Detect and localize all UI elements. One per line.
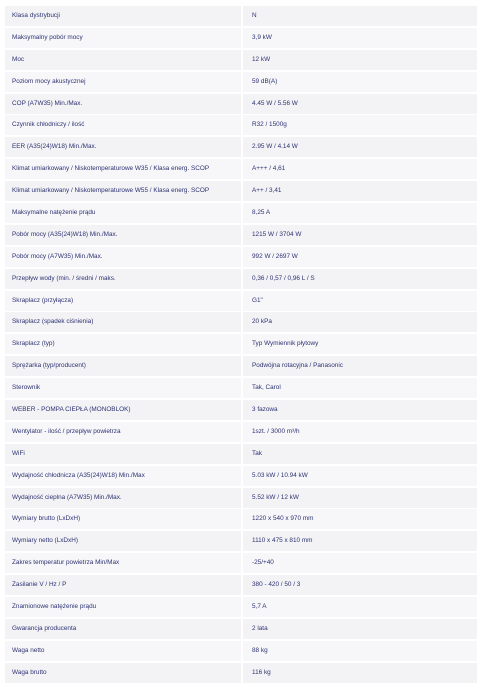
spec-row xyxy=(5,575,477,595)
spec-value: R32 / 1500g xyxy=(252,121,287,129)
spec-label: Znamionowe natężenie prądu xyxy=(12,603,97,611)
spec-label: Czynnik chłodniczy / ilość xyxy=(12,121,85,129)
spec-row xyxy=(5,50,477,70)
spec-value: 3 fazowa xyxy=(252,406,278,414)
spec-row xyxy=(5,159,477,179)
spec-row xyxy=(5,378,477,398)
spec-value: 0,36 / 0,57 / 0,96 L / S xyxy=(252,274,315,282)
spec-row xyxy=(5,312,477,332)
spec-row xyxy=(5,663,477,683)
spec-value: 20 kPa xyxy=(252,318,272,326)
spec-label: EER (A35(24)W18) Min./Max. xyxy=(12,143,97,151)
spec-label: Gwarancja producenta xyxy=(12,624,77,632)
spec-value: Typ Wymiennik płytowy xyxy=(252,340,319,348)
spec-label: Klimat umiarkowany / Niskotemperaturowe W35 / Klasa energ. SCOP xyxy=(12,165,210,173)
spec-label: Przepływ wody (min. / średni / maks. xyxy=(12,274,116,282)
spec-label: Sprężarka (typ/producent) xyxy=(12,362,86,370)
spec-value: 1110 x 475 x 810 mm xyxy=(252,537,313,545)
spec-label: Sterownik xyxy=(12,384,41,392)
spec-label: Pobór mocy (A35(24)W18) Min./Max. xyxy=(12,230,118,238)
spec-label: Wymiary netto (LxDxH) xyxy=(12,537,78,545)
spec-label: Skraplacz (typ) xyxy=(12,340,55,348)
spec-label: COP (A7W35) Min./Max. xyxy=(12,99,83,107)
spec-row xyxy=(5,269,477,289)
spec-row xyxy=(5,597,477,617)
spec-value: 88 kg xyxy=(252,646,268,654)
spec-value: 116 kg xyxy=(252,668,271,676)
spec-value: 5.03 kW / 10.94 kW xyxy=(252,471,308,479)
spec-value: 1220 x 540 x 970 mm xyxy=(252,515,314,523)
spec-label: Poziom mocy akustycznej xyxy=(12,77,86,85)
spec-row xyxy=(5,531,477,551)
spec-row xyxy=(5,488,477,508)
spec-value: 5.52 kW / 12 kW xyxy=(252,493,299,501)
spec-value: Tak xyxy=(252,449,262,457)
spec-label: Skraplacz (spadek ciśnienia) xyxy=(12,318,94,326)
spec-row xyxy=(5,247,477,267)
spec-row xyxy=(5,225,477,245)
spec-row xyxy=(5,115,477,135)
spec-value: Podwójna rotacyjna / Panasonic xyxy=(252,362,343,370)
spec-value: 2 lata xyxy=(252,624,268,632)
spec-value: 1215 W / 3704 W xyxy=(252,230,302,238)
spec-row xyxy=(5,619,477,639)
spec-value: -25/+40 xyxy=(252,559,274,567)
spec-label: Klimat umiarkowany / Niskotemperaturowe W55 / Klasa energ. SCOP xyxy=(12,187,210,195)
spec-value: 1szt. / 3000 m³/h xyxy=(252,427,300,435)
spec-label: Moc xyxy=(12,55,25,63)
spec-row xyxy=(5,422,477,442)
spec-row xyxy=(5,181,477,201)
spec-value: 2.95 W / 4.14 W xyxy=(252,143,298,151)
spec-value: 8,25 A xyxy=(252,209,271,217)
spec-value: Tak, Carol xyxy=(252,384,281,392)
spec-label: WiFi xyxy=(12,449,25,457)
spec-value: A+++ / 4,61 xyxy=(252,165,286,173)
spec-value: 5,7 A xyxy=(252,603,267,611)
spec-label: Wentylator - ilość / przepływ powietrza xyxy=(12,427,121,435)
spec-value: 380 - 420 / 50 / 3 xyxy=(252,581,301,589)
spec-value: 992 W / 2697 W xyxy=(252,252,298,260)
spec-label: Zakres temperatur powietrza Min/Max xyxy=(12,559,120,567)
spec-value: 59 dB(A) xyxy=(252,77,278,85)
spec-value: N xyxy=(252,12,257,19)
spec-row xyxy=(5,641,477,661)
spec-label: Maksymalne natężenie prądu xyxy=(12,209,96,217)
spec-row xyxy=(5,553,477,573)
spec-label: Waga brutto xyxy=(12,668,47,676)
spec-row xyxy=(5,356,477,376)
spec-table xyxy=(5,6,477,685)
spec-label: Wymiary brutto (LxDxH) xyxy=(12,515,81,523)
spec-label: Zasilanie V / Hz / P xyxy=(12,581,67,589)
spec-row xyxy=(5,94,477,114)
spec-row xyxy=(5,28,477,48)
spec-row xyxy=(5,6,477,26)
spec-label: WEBER - POMPA CIEPŁA (MONOBLOK) xyxy=(12,406,131,414)
spec-value: 3,9 kW xyxy=(252,33,272,41)
spec-row xyxy=(5,291,477,311)
spec-label: Wydajność chłodnicza (A35(24)W18) Min./Max xyxy=(12,471,145,479)
spec-label: Klasa dystrybucji xyxy=(12,12,60,19)
spec-label: Pobór mocy (A7W35) Min./Max. xyxy=(12,252,103,260)
spec-row xyxy=(5,400,477,420)
spec-row xyxy=(5,466,477,486)
spec-row xyxy=(5,509,477,529)
spec-row xyxy=(5,203,477,223)
spec-value: 12 kW xyxy=(252,55,271,63)
spec-row xyxy=(5,334,477,354)
spec-row xyxy=(5,137,477,157)
spec-value: G1" xyxy=(252,296,263,304)
spec-label: Skraplacz (przyłącza) xyxy=(12,296,74,304)
spec-row xyxy=(5,444,477,464)
spec-label: Waga netto xyxy=(12,646,45,654)
spec-row xyxy=(5,72,477,92)
spec-label: Wydajność cieplna (A7W35) Min./Max. xyxy=(12,493,122,501)
spec-label: Maksymalny pobór mocy xyxy=(12,33,83,41)
spec-value: A++ / 3,41 xyxy=(252,187,282,195)
spec-value: 4.45 W / 5.56 W xyxy=(252,99,298,107)
